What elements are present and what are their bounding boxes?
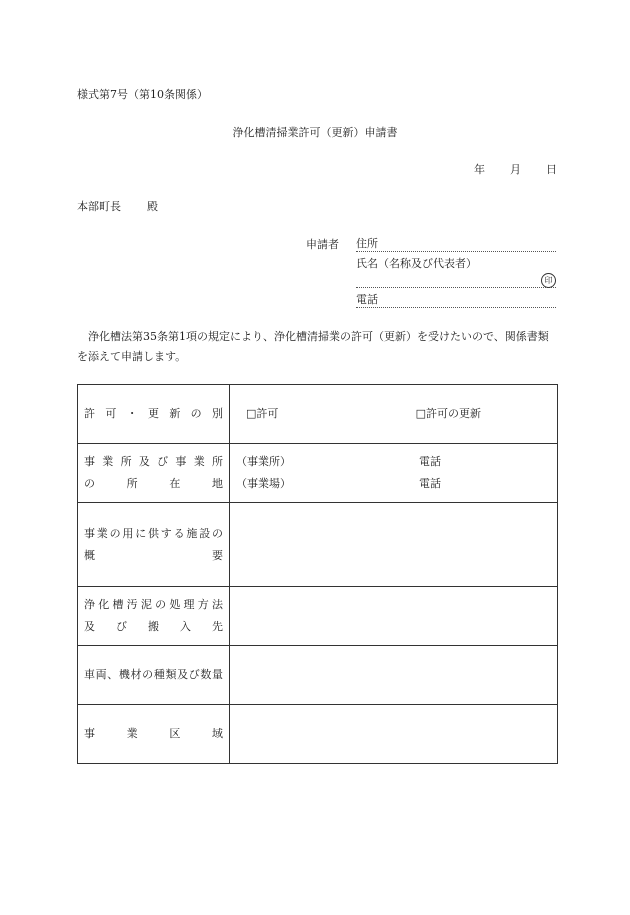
permit-checkbox[interactable]: □許可 (246, 407, 279, 420)
label-cell (78, 705, 230, 764)
table-row (78, 385, 558, 444)
seal-mark: 印 (541, 273, 556, 288)
table-row (78, 646, 558, 705)
applicant-phone-field[interactable] (356, 291, 556, 308)
row-label: 事業の用に供する施設の (84, 526, 223, 540)
value-cell[interactable] (230, 705, 558, 764)
value-cell[interactable] (230, 503, 558, 587)
label-cell (78, 444, 230, 503)
applicant-phone-label: 電話 (356, 293, 378, 306)
site-phone-label: 電話 (419, 477, 441, 490)
date-month: 月 (510, 163, 521, 176)
addressee-name: 本部町長 (77, 200, 121, 213)
table-row (78, 503, 558, 587)
applicant-name-field[interactable] (356, 271, 556, 288)
date-day: 日 (546, 163, 557, 176)
date-line (474, 161, 557, 177)
label-cell (78, 646, 230, 705)
renewal-checkbox[interactable]: □許可の更新 (415, 407, 481, 420)
table-row (78, 705, 558, 764)
applicant-label: 申請者 (306, 238, 339, 251)
office-label: （事業所） (236, 455, 291, 468)
addressee (77, 198, 158, 214)
label-cell (78, 385, 230, 444)
row-label: の所在地 (84, 477, 223, 490)
table-row (78, 587, 558, 646)
application-table (77, 384, 558, 764)
row-label: 事業所及び事業所 (84, 455, 223, 468)
row-label: 及び搬入先 (84, 620, 223, 633)
row-label: 事業区域 (84, 727, 223, 740)
row-label: 車両、機材の種類及び数量 (84, 668, 223, 681)
table-row (78, 444, 558, 503)
value-cell[interactable] (230, 646, 558, 705)
value-cell (230, 385, 558, 444)
document-title: 浄化槽清掃業許可（更新）申請書 (232, 126, 398, 139)
body-paragraph: 浄化槽法第35条第1項の規定により、浄化槽清掃業の許可（更新）を受けたいので、関係書類を添えて申請します。 (77, 330, 549, 363)
row-label: 浄化槽汚泥の処理方法 (84, 598, 223, 611)
office-phone-label: 電話 (419, 455, 441, 468)
label-cell (78, 503, 230, 587)
value-cell[interactable] (230, 444, 558, 503)
site-label: （事業場） (236, 477, 291, 490)
applicant-address-field[interactable] (356, 235, 556, 252)
addressee-suffix: 殿 (147, 200, 158, 213)
row-label: 許可・更新の別 (84, 407, 223, 420)
applicant-address-label: 住所 (356, 237, 378, 250)
form-number: 様式第7号（第10条関係） (77, 88, 208, 101)
value-cell[interactable] (230, 587, 558, 646)
applicant-name-label: 氏名（名称及び代表者） (356, 257, 477, 270)
date-year: 年 (474, 163, 485, 176)
row-label: 概要 (84, 548, 223, 562)
label-cell (78, 587, 230, 646)
